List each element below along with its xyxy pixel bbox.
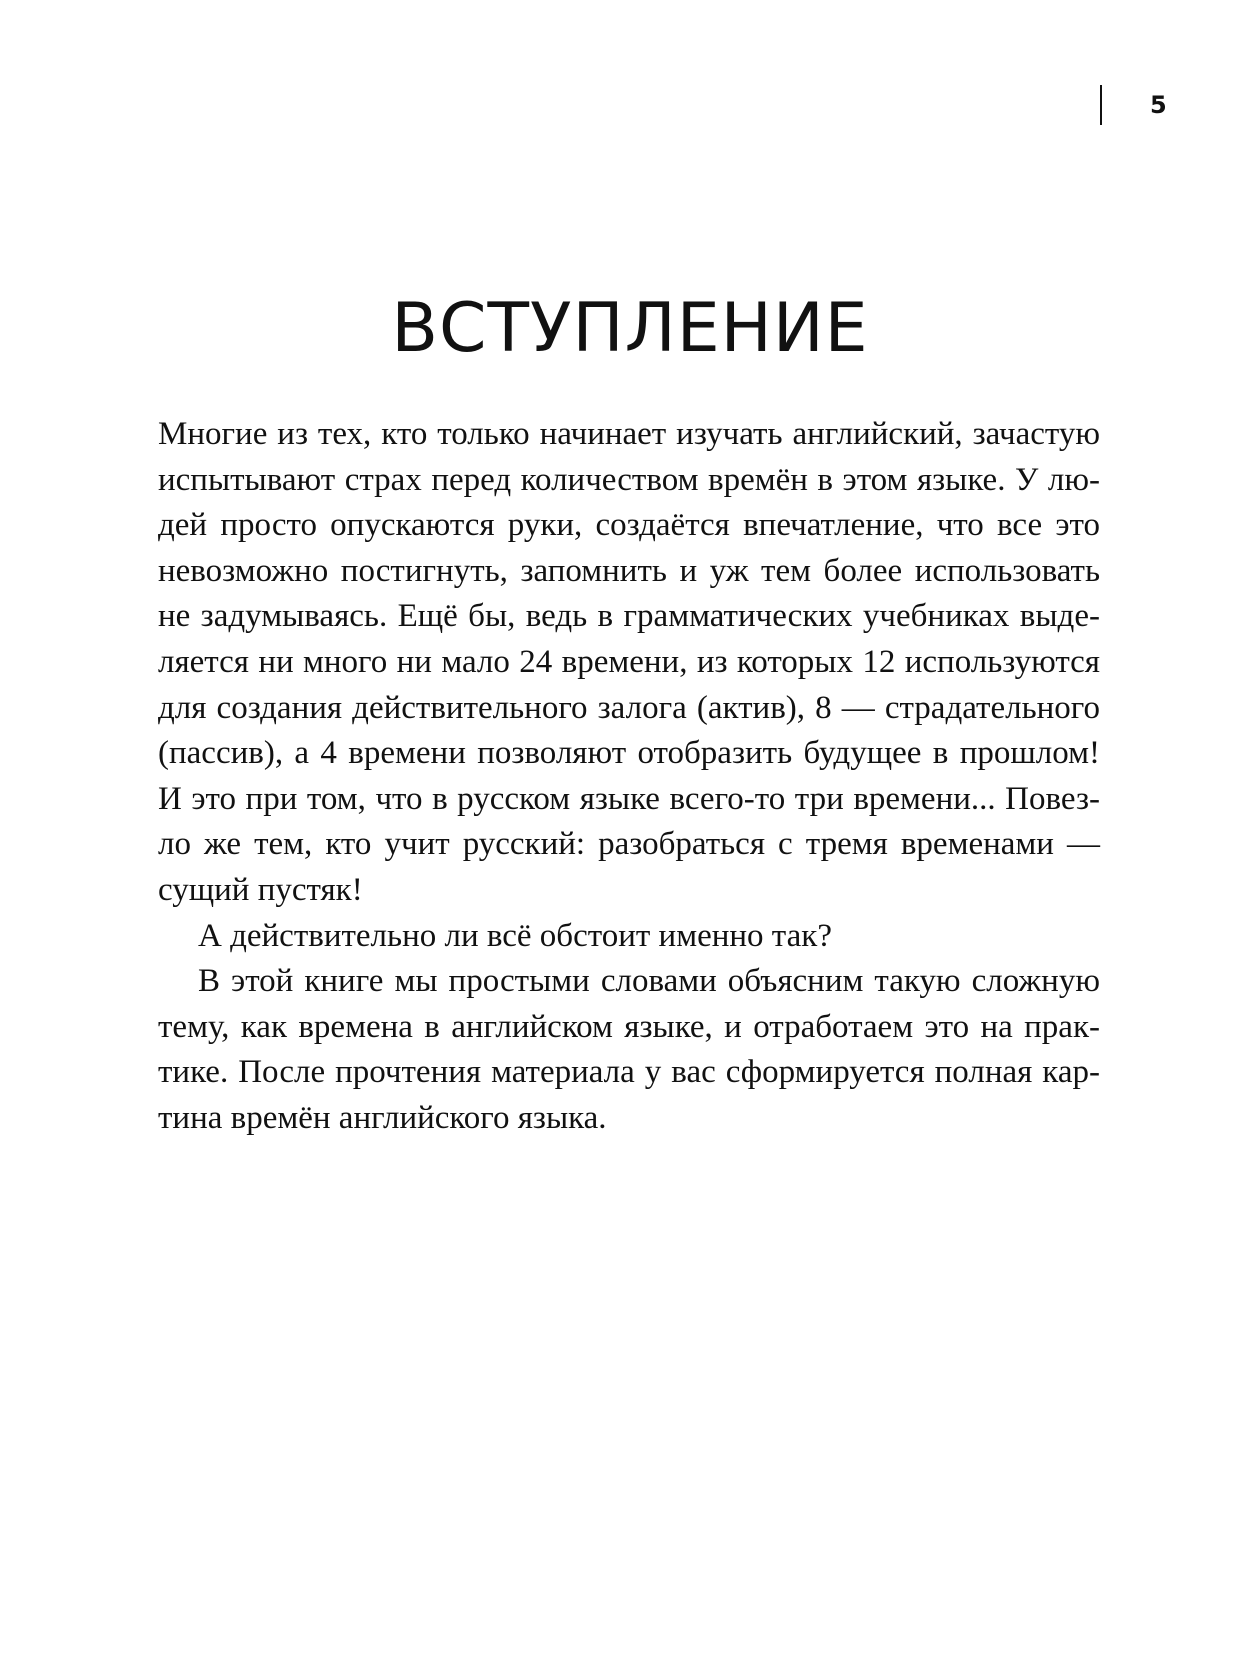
- paragraph-book-purpose: В этой книге мы простыми словами объясним такую сложную тему, как времена в английском языке, и отработаем это на практике. После прочтения материала у вас сформируется полная картина времён английского языка.: [158, 963, 1100, 1136]
- body-text: [158, 412, 1100, 1142]
- page-marker-rule: [1100, 85, 1102, 125]
- chapter-title: ВСТУПЛЕНИЕ: [391, 288, 869, 368]
- paragraph-question: А действительно ли всё обстоит именно так?: [198, 917, 832, 954]
- page-number: 5: [1150, 91, 1167, 119]
- paragraph-intro: Многие из тех, кто только начинает изучать английский, зачастую испытывают страх перед количеством времён в этом языке. У людей просто опускаются руки, создаётся впечатление, что все это невозможно постигнуть, запомнить и уж тем более использовать не задумываясь. Ещё бы, ведь в грамматических учебниках выделяется ни много ни мало 24 времени, из которых 12 используются для создания действительного залога (актив), 8 — страдательного (пассив), а 4 времени позволяют отобразить будущее в прошлом! И это при том, что в русском языке всего-то три времени... Повезло же тем, кто учит русский: разобраться с тремя временами — сущий пустяк!: [158, 416, 1100, 908]
